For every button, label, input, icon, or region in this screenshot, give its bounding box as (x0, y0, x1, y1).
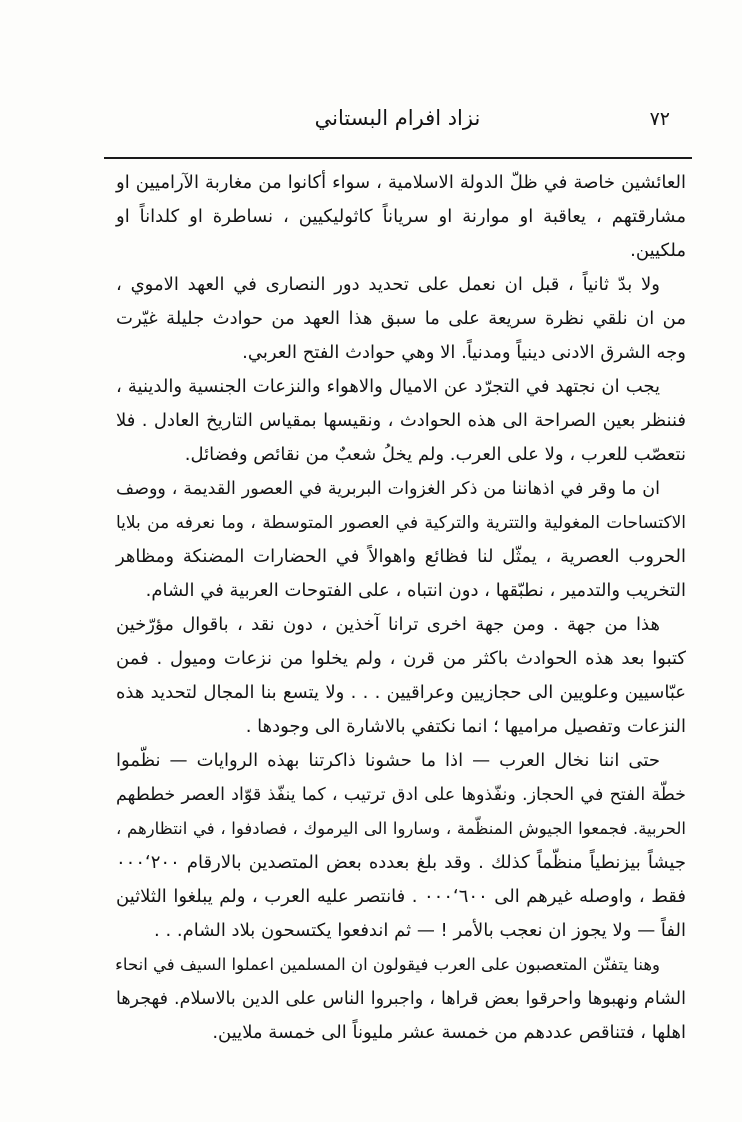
text-line: النزعات وتفصيل مراميها ؛ انما نكتفي بالاشارة الى وجودها . (245, 716, 686, 737)
paragraph (116, 608, 686, 744)
text-line: الاكتساحات المغولية والتترية والتركية في العصور المتوسطة ، وما نعرفه من بلايا (116, 513, 686, 533)
text-line: هذا من جهة . ومن جهة اخرى ترانا آخذين ، دون نقد ، باقوال مؤرّخين (116, 614, 660, 635)
text-line: حتى اننا نخال العرب — اذا ما حشونا ذاكرتنا بهذه الروايات — نظّموا (116, 750, 660, 771)
text-line: التخريب والتدمير ، نطبّقها ، دون انتباه ، على الفتوحات العربية في الشام. (145, 580, 686, 601)
text-line: فننظر بعين الصراحة الى هذه الحوادث ، ونقيسها بمقياس التاريخ العادل . فلا (116, 410, 686, 431)
text-line: ان ما وقر في اذهاننا من ذكر الغزوات البربرية في العصور القديمة ، ووصف (116, 479, 660, 499)
text-line: فقط ، واوصله غيرهم الى ٦٠٠‘٠٠٠ . فانتصر عليه العرب ، ولم يبلغوا الثلاثين (116, 886, 686, 907)
page-header (105, 104, 690, 144)
text-line: عبّاسيين وعلويين الى حجازيين وعراقيين . . . ولا يتسع بنا المجال لتحديد هذه (116, 682, 686, 703)
text-line: جيشاً بيزنطياً منظّماً كذلك . وقد بلغ بعدده بعض المتصدين بالارقام ٢٠٠‘٠٠٠ (116, 852, 686, 873)
text-line: مشارقتهم ، يعاقبة او موارنة او سرياناً كاثوليكيين ، نساطرة او كلداناً او (116, 206, 686, 227)
text-line: الحربية. فجمعوا الجيوش المنظّمة ، وساروا الى اليرموك ، فصادفوا ، في انتظارهم ، (116, 819, 686, 838)
paragraph (116, 370, 686, 472)
text-line: من ان نلقي نظرة سريعة على ما سبق هذا العهد من حوادث جليلة غيّرت (116, 308, 686, 329)
text-line: اهلها ، فتناقص عددهم من خمسة عشر مليوناً الى خمسة ملايين. (212, 1022, 686, 1043)
text-line: وهنا يتفنّن المتعصبون على العرب فيقولون ان المسلمين اعملوا السيف في انحاء (115, 955, 660, 974)
paragraph (116, 472, 686, 608)
text-line: العائشين خاصة في ظلّ الدولة الاسلامية ، سواء أكانوا من مغاربة الآراميين او (116, 172, 686, 193)
header-rule (104, 157, 692, 159)
text-line: نتعصّب للعرب ، ولا على العرب. ولم يخلُ شعبٌ من نقائص وفضائل. (184, 444, 686, 465)
page-number: ٧٢ (649, 108, 670, 130)
text-line: كتبوا بعد هذه الحوادث باكثر من قرن ، ولم يخلوا من نزعات وميول . فمن (116, 648, 686, 669)
text-line: وجه الشرق الادنى دينياً ومدنياً. الا وهي حوادث الفتح العربي. (242, 342, 686, 363)
text-line: الشام ونهبوها واحرقوا بعض قراها ، واجبروا الناس على الدين بالاسلام. فهجرها (116, 989, 686, 1009)
text-line: الفاً — ولا يجوز ان نعجب بالأمر ! — ثم اندفعوا يكتسحون بلاد الشام. . . (154, 920, 686, 941)
paragraph (116, 948, 686, 1050)
text-line: ولا بدّ ثانياً ، قبل ان نعمل على تحديد دور النصارى في العهد الاموي ، (116, 274, 660, 295)
paragraph (116, 744, 686, 948)
paragraph (116, 166, 686, 268)
paragraph (116, 268, 686, 370)
text-line: خطّة الفتح في الحجاز. ونفّذوها على ادق ترتيب ، كما ينفّذ قوّاد العصر خططهم (116, 785, 686, 805)
running-title: نزاد افرام البستاني (314, 106, 481, 130)
page-body (116, 166, 686, 1050)
text-line: ملكيين. (630, 240, 686, 261)
text-line: الحروب العصرية ، يمثّل لنا فظائع واهوالاً في الحضارات المضنكة ومظاهر (116, 546, 686, 567)
text-line: يجب ان نجتهد في التجرّد عن الاميال والاهواء والنزعات الجنسية والدينية ، (116, 376, 660, 397)
